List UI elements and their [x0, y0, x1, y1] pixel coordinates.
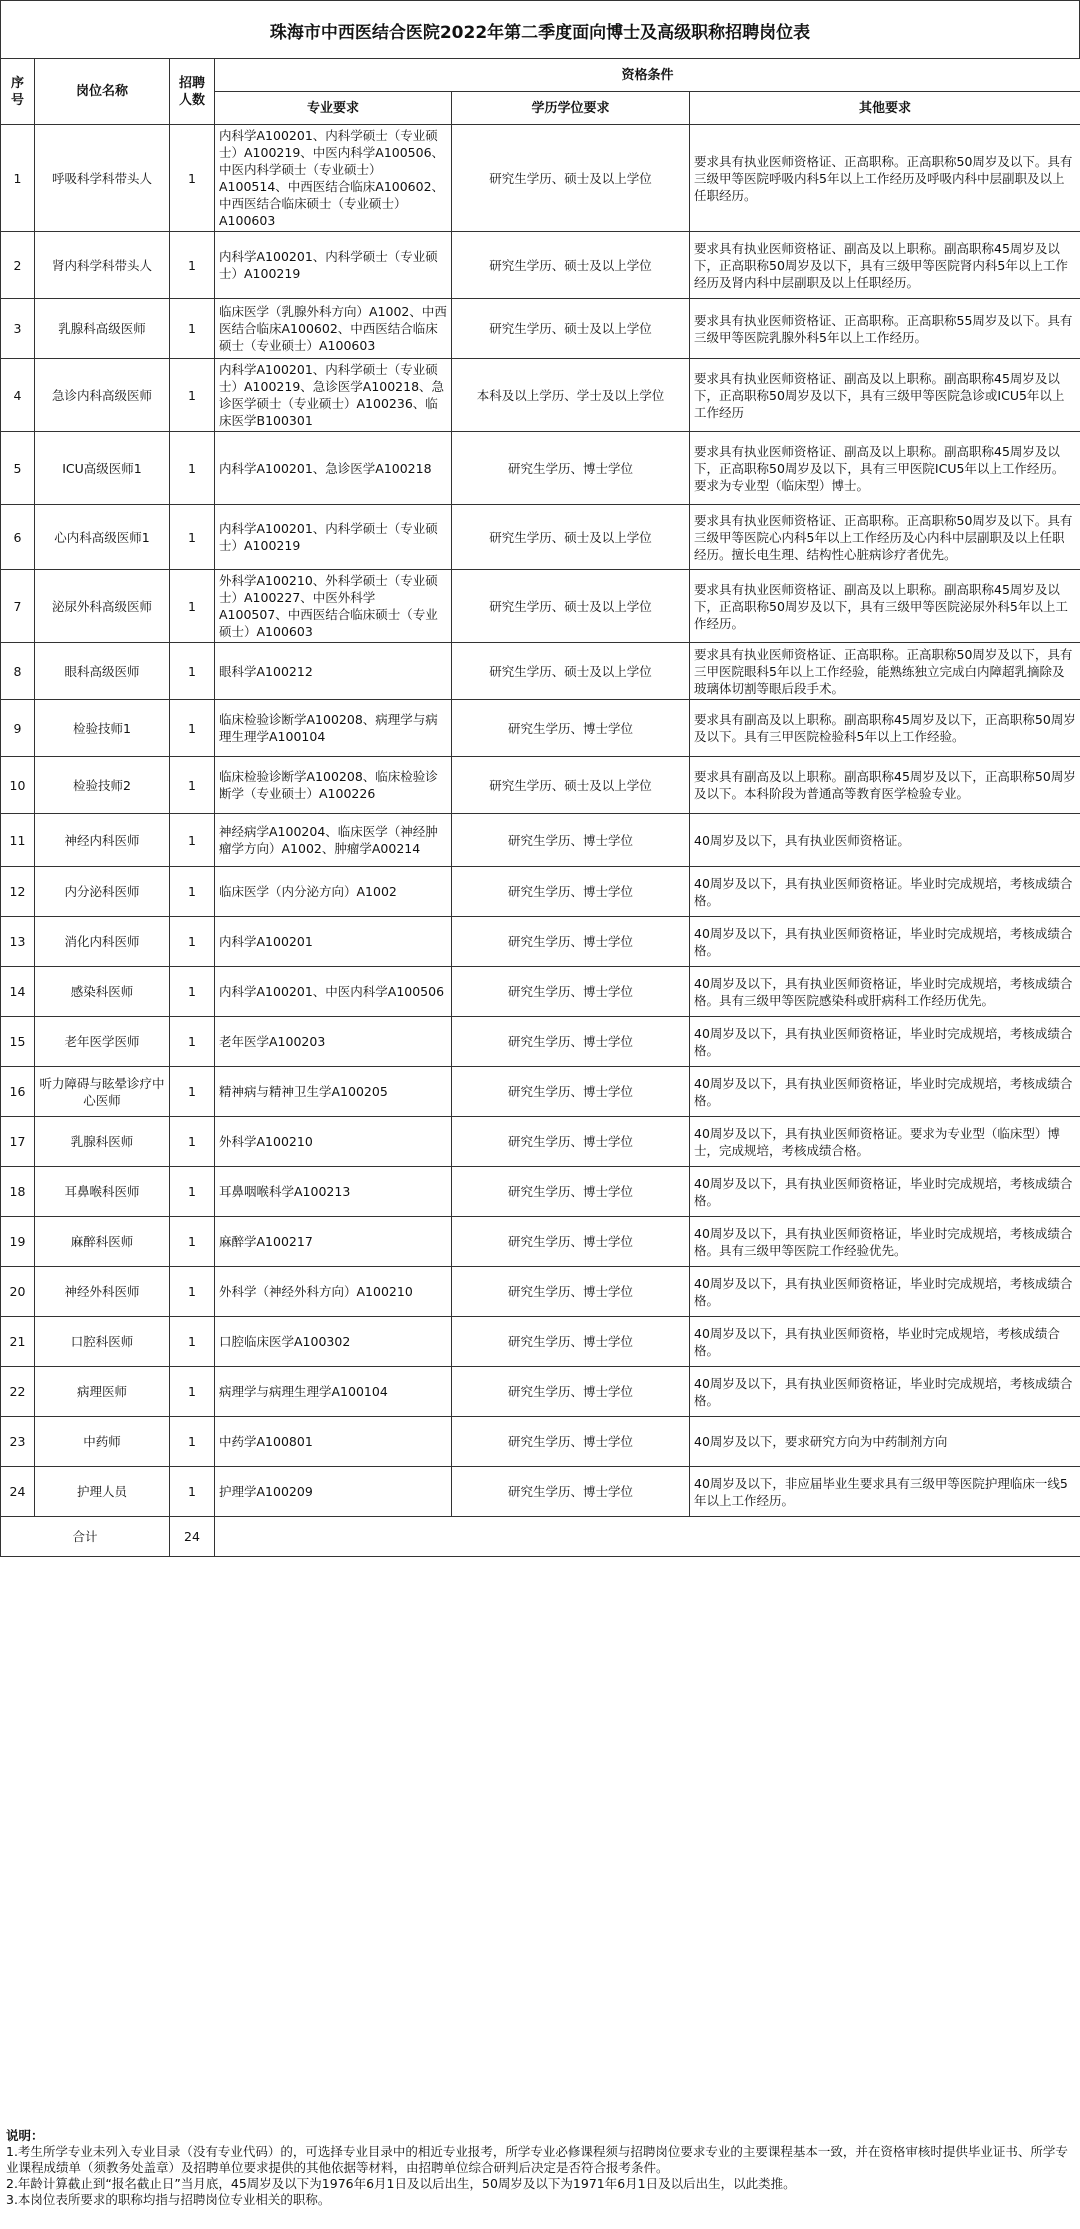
cell-seq: 7	[1, 570, 35, 643]
cell-other-requirement: 要求具有执业医师资格证、正高职称。正高职称50周岁及以下。具有三级甲等医院心内科5年以上工作经历及心内科中层副职及以上任职经历。擅长电生理、结构性心脏病诊疗者优先。	[690, 505, 1080, 570]
cell-position-name: 听力障碍与眩晕诊疗中心医师	[35, 1067, 170, 1117]
total-empty	[215, 1517, 1080, 1557]
table-row	[1, 917, 1080, 967]
cell-degree-requirement: 研究生学历、博士学位	[452, 814, 690, 867]
cell-other-requirement: 40周岁及以下，具有执业医师资格证。毕业时完成规培，考核成绩合格。	[690, 867, 1080, 917]
cell-position-name: 护理人员	[35, 1467, 170, 1517]
cell-seq: 9	[1, 700, 35, 757]
cell-degree-requirement: 研究生学历、硕士及以上学位	[452, 643, 690, 700]
cell-headcount: 1	[170, 432, 215, 505]
cell-major-requirement: 精神病与精神卫生学A100205	[215, 1067, 452, 1117]
cell-seq: 22	[1, 1367, 35, 1417]
cell-other-requirement: 要求具有执业医师资格证、副高及以上职称。副高职称45周岁及以下，正高职称50周岁及以下，具有三级甲等医院泌尿外科5年以上工作经历。	[690, 570, 1080, 643]
table-row	[1, 757, 1080, 814]
note-line: 2.年龄计算截止到“报名截止日”当月底，45周岁及以下为1976年6月1日及以后出生，50周岁及以下为1971年6月1日及以后出生，以此类推。	[6, 2176, 796, 2191]
cell-major-requirement: 内科学A100201、内科学硕士（专业硕士）A100219、中医内科学A100506、中医内科学硕士（专业硕士）A100514、中西医结合临床A100602、中西医结合临床硕士（专业硕士）A100603	[215, 125, 452, 232]
cell-degree-requirement: 研究生学历、博士学位	[452, 967, 690, 1017]
cell-position-name: 内分泌科医师	[35, 867, 170, 917]
cell-degree-requirement: 研究生学历、硕士及以上学位	[452, 757, 690, 814]
cell-major-requirement: 外科学A100210	[215, 1117, 452, 1167]
header-other: 其他要求	[690, 92, 1080, 125]
job-rows	[1, 125, 1080, 1517]
header-count: 招聘人数	[170, 59, 215, 125]
cell-other-requirement: 40周岁及以下，具有执业医师资格证，毕业时完成规培，考核成绩合格。	[690, 1167, 1080, 1217]
cell-major-requirement: 眼科学A100212	[215, 643, 452, 700]
table-row	[1, 125, 1080, 232]
table-row	[1, 867, 1080, 917]
cell-headcount: 1	[170, 1167, 215, 1217]
cell-major-requirement: 临床检验诊断学A100208、临床检验诊断学（专业硕士）A100226	[215, 757, 452, 814]
cell-degree-requirement: 研究生学历、硕士及以上学位	[452, 570, 690, 643]
cell-major-requirement: 内科学A100201、急诊医学A100218	[215, 432, 452, 505]
cell-other-requirement: 40周岁及以下，具有执业医师资格证，毕业时完成规培，考核成绩合格。	[690, 917, 1080, 967]
header-major: 专业要求	[215, 92, 452, 125]
cell-position-name: 眼科高级医师	[35, 643, 170, 700]
cell-other-requirement: 40周岁及以下，具有执业医师资格证，毕业时完成规培，考核成绩合格。	[690, 1067, 1080, 1117]
cell-degree-requirement: 研究生学历、博士学位	[452, 1017, 690, 1067]
cell-major-requirement: 内科学A100201、内科学硕士（专业硕士）A100219	[215, 232, 452, 299]
cell-headcount: 1	[170, 1017, 215, 1067]
table-row	[1, 1417, 1080, 1467]
cell-other-requirement: 要求具有执业医师资格证、副高及以上职称。副高职称45周岁及以下，正高职称50周岁及以下，具有三甲医院ICU5年以上工作经历。要求为专业型（临床型）博士。	[690, 432, 1080, 505]
cell-seq: 16	[1, 1067, 35, 1117]
cell-position-name: 感染科医师	[35, 967, 170, 1017]
cell-position-name: 中药师	[35, 1417, 170, 1467]
cell-position-name: 泌尿外科高级医师	[35, 570, 170, 643]
cell-headcount: 1	[170, 125, 215, 232]
total-count: 24	[170, 1517, 215, 1557]
cell-seq: 15	[1, 1017, 35, 1067]
cell-position-name: 消化内科医师	[35, 917, 170, 967]
cell-position-name: 呼吸科学科带头人	[35, 125, 170, 232]
cell-degree-requirement: 研究生学历、博士学位	[452, 1067, 690, 1117]
cell-headcount: 1	[170, 1117, 215, 1167]
cell-degree-requirement: 研究生学历、博士学位	[452, 1367, 690, 1417]
cell-major-requirement: 临床检验诊断学A100208、病理学与病理生理学A100104	[215, 700, 452, 757]
cell-seq: 21	[1, 1317, 35, 1367]
table-row	[1, 1117, 1080, 1167]
cell-headcount: 1	[170, 505, 215, 570]
cell-major-requirement: 临床医学（乳腺外科方向）A1002、中西医结合临床A100602、中西医结合临床硕士（专业硕士）A100603	[215, 299, 452, 359]
cell-headcount: 1	[170, 1317, 215, 1367]
cell-major-requirement: 麻醉学A100217	[215, 1217, 452, 1267]
cell-headcount: 1	[170, 1367, 215, 1417]
cell-degree-requirement: 研究生学历、博士学位	[452, 432, 690, 505]
cell-position-name: 麻醉科医师	[35, 1217, 170, 1267]
table-title: 珠海市中西医结合医院2022年第二季度面向博士及高级职称招聘岗位表	[0, 0, 1080, 59]
cell-degree-requirement: 研究生学历、硕士及以上学位	[452, 505, 690, 570]
header-qualifications: 资格条件	[215, 59, 1080, 92]
cell-position-name: 神经外科医师	[35, 1267, 170, 1317]
cell-major-requirement: 临床医学（内分泌方向）A1002	[215, 867, 452, 917]
cell-seq: 23	[1, 1417, 35, 1467]
cell-position-name: 急诊内科高级医师	[35, 359, 170, 432]
cell-major-requirement: 内科学A100201、中医内科学A100506	[215, 967, 452, 1017]
cell-other-requirement: 要求具有执业医师资格证、正高职称。正高职称50周岁及以下，具有三甲医院眼科5年以上工作经验，能熟练独立完成白内障超乳摘除及玻璃体切割等眼后段手术。	[690, 643, 1080, 700]
cell-degree-requirement: 研究生学历、博士学位	[452, 1317, 690, 1367]
cell-major-requirement: 口腔临床医学A100302	[215, 1317, 452, 1367]
table-row	[1, 570, 1080, 643]
cell-degree-requirement: 研究生学历、博士学位	[452, 1267, 690, 1317]
cell-major-requirement: 护理学A100209	[215, 1467, 452, 1517]
table-row	[1, 1067, 1080, 1117]
cell-degree-requirement: 研究生学历、博士学位	[452, 1217, 690, 1267]
cell-position-name: 神经内科医师	[35, 814, 170, 867]
cell-headcount: 1	[170, 757, 215, 814]
table-row	[1, 967, 1080, 1017]
table-row	[1, 359, 1080, 432]
cell-headcount: 1	[170, 967, 215, 1017]
cell-headcount: 1	[170, 299, 215, 359]
cell-headcount: 1	[170, 1067, 215, 1117]
cell-major-requirement: 外科学A100210、外科学硕士（专业硕士）A100227、中医外科学 A100507、中西医结合临床硕士（专业硕士）A100603	[215, 570, 452, 643]
cell-position-name: 乳腺科高级医师	[35, 299, 170, 359]
job-table	[0, 58, 1080, 1557]
table-row	[1, 1267, 1080, 1317]
note-line: 3.本岗位表所要求的职称均指与招聘岗位专业相关的职称。	[6, 2192, 331, 2207]
cell-position-name: ICU高级医师1	[35, 432, 170, 505]
cell-degree-requirement: 研究生学历、硕士及以上学位	[452, 299, 690, 359]
cell-headcount: 1	[170, 643, 215, 700]
cell-headcount: 1	[170, 1217, 215, 1267]
cell-seq: 19	[1, 1217, 35, 1267]
cell-major-requirement: 内科学A100201、内科学硕士（专业硕士）A100219、急诊医学A100218、急诊医学硕士（专业硕士）A100236、临床医学B100301	[215, 359, 452, 432]
cell-degree-requirement: 本科及以上学历、学士及以上学位	[452, 359, 690, 432]
cell-seq: 8	[1, 643, 35, 700]
cell-other-requirement: 40周岁及以下，具有执业医师资格证，毕业时完成规培，考核成绩合格。	[690, 1267, 1080, 1317]
cell-headcount: 1	[170, 232, 215, 299]
cell-degree-requirement: 研究生学历、博士学位	[452, 1417, 690, 1467]
cell-seq: 6	[1, 505, 35, 570]
cell-seq: 5	[1, 432, 35, 505]
cell-major-requirement: 中药学A100801	[215, 1417, 452, 1467]
cell-headcount: 1	[170, 867, 215, 917]
cell-other-requirement: 要求具有副高及以上职称。副高职称45周岁及以下，正高职称50周岁及以下。具有三甲医院检验科5年以上工作经验。	[690, 700, 1080, 757]
table-row	[1, 299, 1080, 359]
cell-major-requirement: 病理学与病理生理学A100104	[215, 1367, 452, 1417]
header-seq: 序号	[1, 59, 35, 125]
cell-seq: 24	[1, 1467, 35, 1517]
cell-degree-requirement: 研究生学历、博士学位	[452, 700, 690, 757]
cell-degree-requirement: 研究生学历、博士学位	[452, 917, 690, 967]
cell-degree-requirement: 研究生学历、硕士及以上学位	[452, 125, 690, 232]
cell-other-requirement: 40周岁及以下，非应届毕业生要求具有三级甲等医院护理临床一线5年以上工作经历。	[690, 1467, 1080, 1517]
cell-major-requirement: 神经病学A100204、临床医学（神经肿瘤学方向）A1002、肿瘤学A00214	[215, 814, 452, 867]
cell-other-requirement: 40周岁及以下，要求研究方向为中药制剂方向	[690, 1417, 1080, 1467]
cell-seq: 2	[1, 232, 35, 299]
cell-seq: 1	[1, 125, 35, 232]
cell-other-requirement: 40周岁及以下，具有执业医师资格证。要求为专业型（临床型）博士，完成规培，考核成绩合格。	[690, 1117, 1080, 1167]
note-line: 1.考生所学专业未列入专业目录（没有专业代码）的，可选择专业目录中的相近专业报考，所学专业必修课程须与招聘岗位要求专业的主要课程基本一致，并在资格审核时提供毕业证书、所学专业课程成绩单（须教务处盖章）及招聘单位要求提供的其他依据等材料，由招聘单位综合研判后决定是否符合报考条件。	[6, 2144, 1068, 2175]
cell-position-name: 老年医学医师	[35, 1017, 170, 1067]
cell-headcount: 1	[170, 1417, 215, 1467]
cell-degree-requirement: 研究生学历、博士学位	[452, 1467, 690, 1517]
table-row	[1, 1017, 1080, 1067]
table-row	[1, 1367, 1080, 1417]
cell-major-requirement: 老年医学A100203	[215, 1017, 452, 1067]
cell-headcount: 1	[170, 700, 215, 757]
cell-position-name: 病理医师	[35, 1367, 170, 1417]
table-row	[1, 505, 1080, 570]
cell-position-name: 心内科高级医师1	[35, 505, 170, 570]
cell-other-requirement: 40周岁及以下，具有执业医师资格证，毕业时完成规培，考核成绩合格。具有三级甲等医院工作经验优先。	[690, 1217, 1080, 1267]
cell-other-requirement: 要求具有执业医师资格证、副高及以上职称。副高职称45周岁及以下，正高职称50周岁及以下，具有三级甲等医院急诊或ICU5年以上工作经历	[690, 359, 1080, 432]
table-row	[1, 1467, 1080, 1517]
table-row	[1, 1217, 1080, 1267]
table-row	[1, 814, 1080, 867]
table-row	[1, 1317, 1080, 1367]
cell-seq: 14	[1, 967, 35, 1017]
cell-other-requirement: 要求具有执业医师资格证、正高职称。正高职称55周岁及以下。具有三级甲等医院乳腺外科5年以上工作经历。	[690, 299, 1080, 359]
cell-degree-requirement: 研究生学历、博士学位	[452, 1167, 690, 1217]
cell-headcount: 1	[170, 570, 215, 643]
cell-seq: 3	[1, 299, 35, 359]
cell-other-requirement: 要求具有执业医师资格证、正高职称。正高职称50周岁及以下。具有三级甲等医院呼吸内科5年以上工作经历及呼吸内科中层副职及以上任职经历。	[690, 125, 1080, 232]
cell-seq: 4	[1, 359, 35, 432]
table-row	[1, 432, 1080, 505]
cell-seq: 13	[1, 917, 35, 967]
cell-other-requirement: 要求具有执业医师资格证、副高及以上职称。副高职称45周岁及以下，正高职称50周岁及以下，具有三级甲等医院肾内科5年以上工作经历及肾内科中层副职及以上任职经历。	[690, 232, 1080, 299]
cell-position-name: 检验技师1	[35, 700, 170, 757]
cell-other-requirement: 40周岁及以下，具有执业医师资格，毕业时完成规培，考核成绩合格。	[690, 1317, 1080, 1367]
cell-other-requirement: 40周岁及以下，具有执业医师资格证，毕业时完成规培，考核成绩合格。具有三级甲等医院感染科或肝病科工作经历优先。	[690, 967, 1080, 1017]
cell-other-requirement: 40周岁及以下，具有执业医师资格证，毕业时完成规培，考核成绩合格。	[690, 1017, 1080, 1067]
cell-seq: 10	[1, 757, 35, 814]
cell-degree-requirement: 研究生学历、硕士及以上学位	[452, 232, 690, 299]
header-name: 岗位名称	[35, 59, 170, 125]
header-degree: 学历学位要求	[452, 92, 690, 125]
cell-position-name: 口腔科医师	[35, 1317, 170, 1367]
cell-seq: 11	[1, 814, 35, 867]
table-row	[1, 232, 1080, 299]
notes-heading: 说明：	[6, 2128, 44, 2143]
cell-headcount: 1	[170, 359, 215, 432]
cell-other-requirement: 要求具有副高及以上职称。副高职称45周岁及以下，正高职称50周岁及以下。本科阶段为普通高等教育医学检验专业。	[690, 757, 1080, 814]
cell-headcount: 1	[170, 917, 215, 967]
cell-seq: 12	[1, 867, 35, 917]
cell-position-name: 耳鼻喉科医师	[35, 1167, 170, 1217]
cell-headcount: 1	[170, 814, 215, 867]
cell-seq: 20	[1, 1267, 35, 1317]
cell-seq: 17	[1, 1117, 35, 1167]
cell-major-requirement: 内科学A100201	[215, 917, 452, 967]
cell-other-requirement: 40周岁及以下，具有执业医师资格证，毕业时完成规培，考核成绩合格。	[690, 1367, 1080, 1417]
notes	[6, 2128, 1072, 2208]
cell-degree-requirement: 研究生学历、博士学位	[452, 867, 690, 917]
cell-major-requirement: 内科学A100201、内科学硕士（专业硕士）A100219	[215, 505, 452, 570]
cell-degree-requirement: 研究生学历、博士学位	[452, 1117, 690, 1167]
cell-headcount: 1	[170, 1467, 215, 1517]
total-label: 合计	[1, 1517, 170, 1557]
cell-position-name: 肾内科学科带头人	[35, 232, 170, 299]
cell-position-name: 检验技师2	[35, 757, 170, 814]
cell-major-requirement: 耳鼻咽喉科学A100213	[215, 1167, 452, 1217]
table-row	[1, 1167, 1080, 1217]
table-row	[1, 700, 1080, 757]
cell-major-requirement: 外科学（神经外科方向）A100210	[215, 1267, 452, 1317]
table-row	[1, 643, 1080, 700]
cell-position-name: 乳腺科医师	[35, 1117, 170, 1167]
cell-seq: 18	[1, 1167, 35, 1217]
cell-headcount: 1	[170, 1267, 215, 1317]
cell-other-requirement: 40周岁及以下，具有执业医师资格证。	[690, 814, 1080, 867]
